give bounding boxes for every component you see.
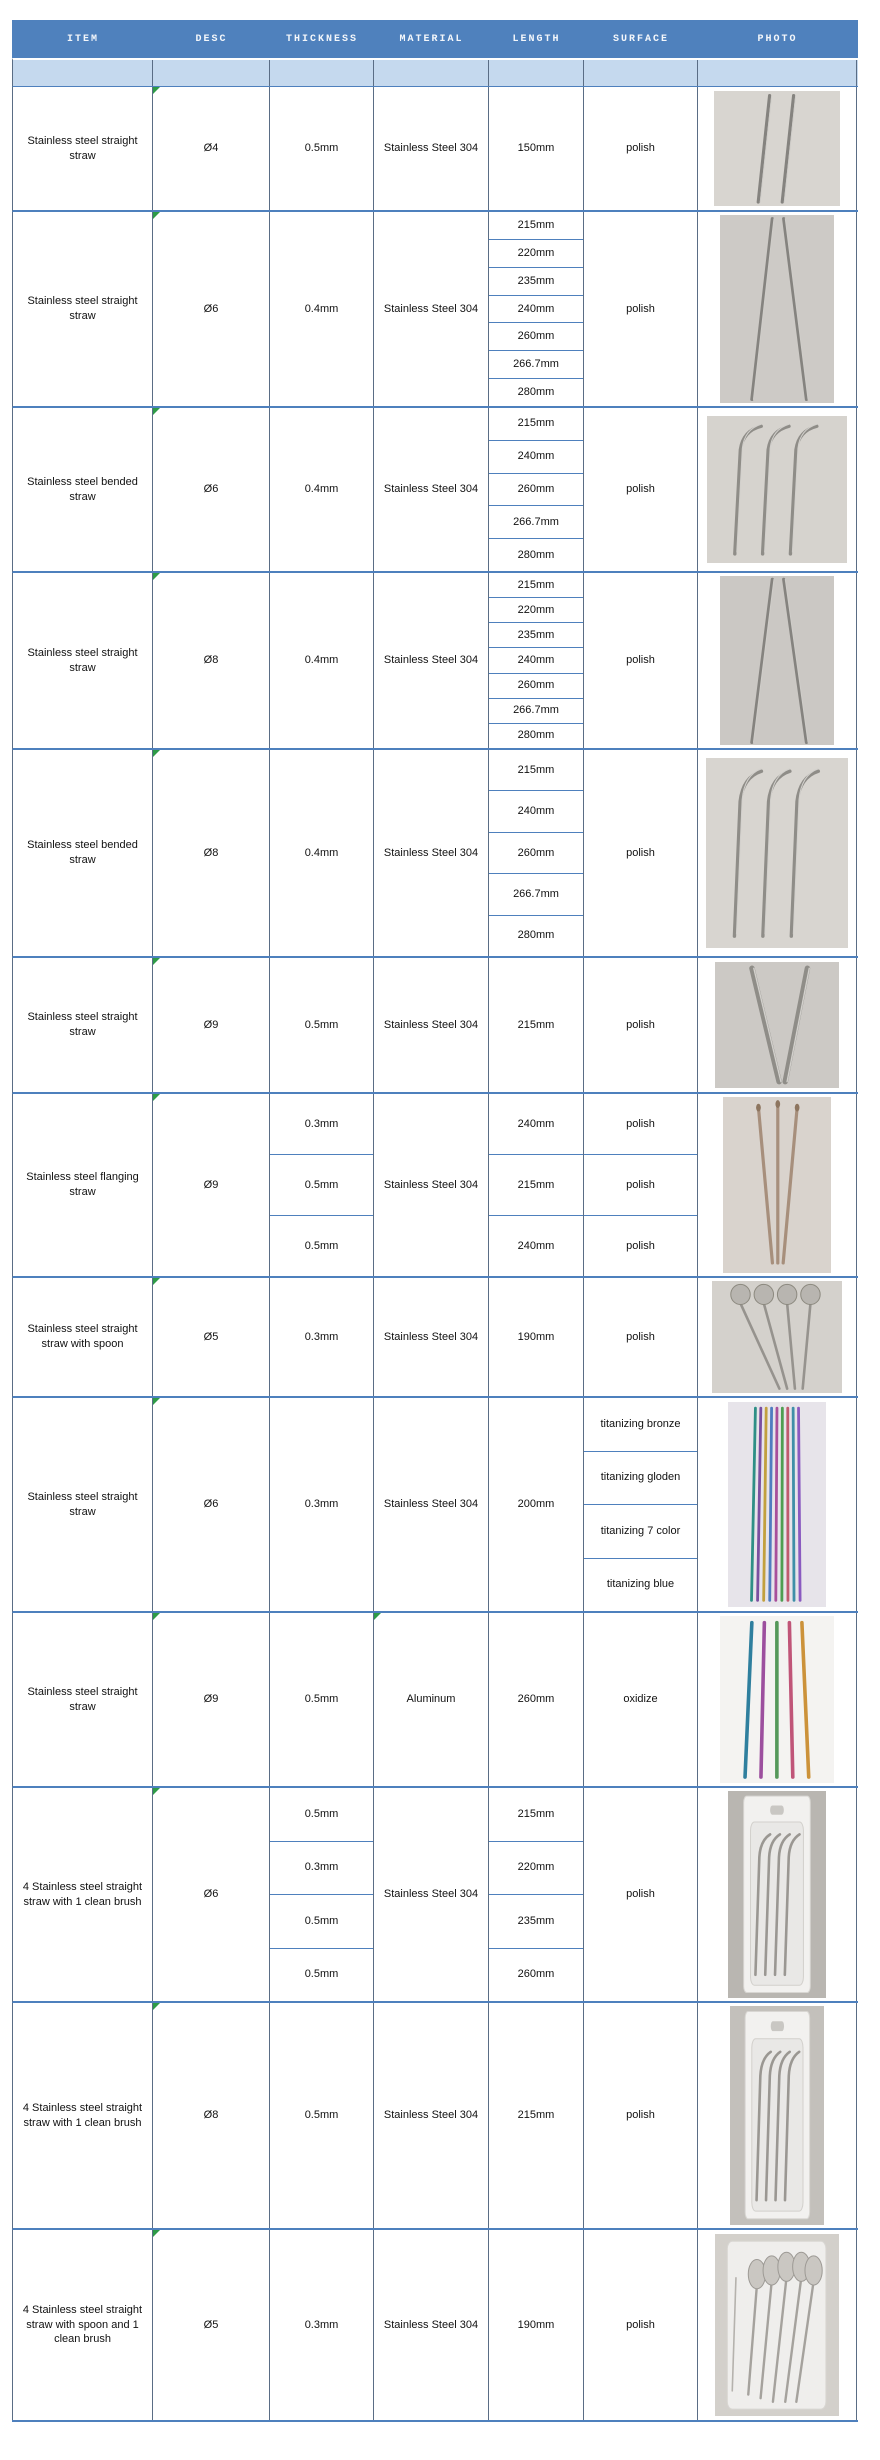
item-label: Stainless steel flanging straw <box>26 1171 139 1198</box>
photo-four-spoon-straws[interactable] <box>712 1281 842 1393</box>
photo-frame <box>698 573 856 748</box>
item-cell[interactable] <box>13 408 153 571</box>
length-cell[interactable] <box>489 2003 584 2228</box>
length-value[interactable]: 266.7mm <box>489 699 583 724</box>
length-value[interactable]: 215mm <box>517 2109 555 2122</box>
length-value[interactable]: 240mm <box>517 1239 555 1252</box>
thickness-cell[interactable] <box>270 408 374 571</box>
length-cell[interactable] <box>489 1788 584 2001</box>
item-label: Stainless steel straight straw <box>27 646 138 674</box>
column-header-desc[interactable]: DESC <box>195 33 228 45</box>
cell-error-flag-icon <box>153 1398 160 1405</box>
item-cell[interactable] <box>13 1278 153 1396</box>
length-cell[interactable] <box>489 1398 584 1611</box>
photo-cell[interactable] <box>698 1613 857 1786</box>
photo-frame <box>698 1788 856 2001</box>
table-row <box>12 1278 858 1398</box>
surface-value[interactable]: polish <box>626 2318 655 2331</box>
desc-cell[interactable] <box>153 958 270 1092</box>
length-cell[interactable] <box>489 958 584 1092</box>
cell-error-flag-icon <box>153 573 160 580</box>
thickness-value[interactable]: 0.5mm <box>304 1018 339 1031</box>
item-cell[interactable] <box>13 1788 153 2001</box>
desc-value: Ø9 <box>203 1178 219 1191</box>
length-value[interactable]: 280mm <box>517 929 555 942</box>
length-cell[interactable] <box>489 1613 584 1786</box>
photo-cell[interactable] <box>698 2003 857 2228</box>
length-value[interactable]: 266.7mm <box>489 874 583 915</box>
surface-value[interactable]: titanizing blue <box>606 1578 675 1591</box>
material-value: Stainless Steel 304 <box>383 302 479 315</box>
photo-cell[interactable] <box>698 408 857 571</box>
desc-value: Ø6 <box>203 483 219 496</box>
desc-cell[interactable] <box>153 1278 270 1396</box>
material-cell[interactable] <box>374 212 489 406</box>
photo-five-colored-aluminum-straws[interactable] <box>720 1616 834 1784</box>
photo-two-splayed-straight-straws[interactable] <box>720 576 834 746</box>
thickness-cell[interactable] <box>270 1094 374 1276</box>
length-value[interactable]: 200mm <box>517 1498 555 1511</box>
subheader-cell-material[interactable] <box>374 60 489 86</box>
table-row <box>12 1613 858 1788</box>
surface-value[interactable]: oxidize <box>623 1693 658 1706</box>
photo-cell[interactable] <box>698 2230 857 2420</box>
desc-value: Ø5 <box>203 1330 219 1343</box>
column-header-photo[interactable]: PHOTO <box>757 33 798 45</box>
desc-cell[interactable] <box>153 2003 270 2228</box>
surface-value[interactable]: polish <box>626 2109 655 2122</box>
surface-value[interactable]: polish <box>626 846 655 859</box>
surface-cell[interactable] <box>584 958 698 1092</box>
photo-rainbow-titanized-straws[interactable] <box>728 1402 826 1606</box>
thickness-cell[interactable] <box>270 1613 374 1786</box>
item-cell[interactable] <box>13 750 153 956</box>
length-value[interactable]: 190mm <box>517 2318 555 2331</box>
column-header-length[interactable]: LENGTH <box>512 33 561 45</box>
subheader-row <box>12 58 858 87</box>
length-cell[interactable] <box>489 408 584 571</box>
table-row <box>12 1398 858 1613</box>
surface-value[interactable]: polish <box>626 1018 655 1031</box>
surface-value[interactable]: polish <box>626 142 655 155</box>
photo-frame <box>698 212 856 406</box>
item-cell[interactable] <box>13 958 153 1092</box>
length-value[interactable]: 215mm <box>489 212 583 240</box>
thickness-cell[interactable] <box>270 87 374 210</box>
thickness-value[interactable]: 0.5mm <box>270 1788 373 1842</box>
photo-cell[interactable] <box>698 1788 857 2001</box>
desc-value: Ø8 <box>203 654 219 667</box>
photo-frame <box>698 750 856 956</box>
table-row <box>12 958 858 1094</box>
length-cell[interactable] <box>489 1278 584 1396</box>
table-row <box>12 1094 858 1278</box>
desc-value: Ø4 <box>203 142 219 155</box>
surface-cell[interactable] <box>584 87 698 210</box>
length-value[interactable]: 240mm <box>489 1094 583 1155</box>
cell-error-flag-icon <box>153 212 160 219</box>
cell-error-flag-icon <box>153 1278 160 1285</box>
thickness-value[interactable]: 0.3mm <box>304 1330 339 1343</box>
item-cell[interactable] <box>13 1613 153 1786</box>
length-value[interactable]: 220mm <box>489 598 583 623</box>
desc-value: Ø5 <box>203 2318 219 2331</box>
desc-value: Ø6 <box>203 1888 219 1901</box>
material-cell[interactable] <box>374 1788 489 2001</box>
length-value[interactable]: 260mm <box>489 474 583 507</box>
surface-value[interactable]: titanizing gloden <box>584 1452 697 1506</box>
item-label: 4 Stainless steel straight straw with spoon and 1 clean brush <box>22 2303 143 2346</box>
item-cell[interactable] <box>13 87 153 210</box>
length-value[interactable]: 215mm <box>489 750 583 791</box>
item-label: Stainless steel bended straw <box>27 475 138 503</box>
length-value[interactable]: 215mm <box>489 1155 583 1216</box>
surface-value[interactable]: polish <box>626 1330 655 1343</box>
length-value[interactable]: 235mm <box>489 1895 583 1949</box>
material-cell[interactable] <box>374 750 489 956</box>
item-label: Stainless steel straight straw with spoon <box>27 1323 138 1350</box>
subheader-cell-surface[interactable] <box>584 60 698 86</box>
photo-cell[interactable] <box>698 212 857 406</box>
cell-error-flag-icon <box>153 2230 160 2237</box>
subheader-cell-photo[interactable] <box>698 60 857 86</box>
table-row <box>12 87 858 212</box>
cell-error-flag-icon <box>374 1613 381 1620</box>
length-value[interactable]: 150mm <box>517 142 555 155</box>
length-value[interactable]: 215mm <box>489 1788 583 1842</box>
photo-three-bended-straws[interactable] <box>707 416 846 563</box>
length-value[interactable]: 240mm <box>489 441 583 474</box>
photo-blister-pack-spoon-straws[interactable] <box>715 2234 838 2416</box>
length-value[interactable]: 266.7mm <box>489 351 583 379</box>
item-cell[interactable] <box>13 1094 153 1276</box>
desc-cell[interactable] <box>153 1094 270 1276</box>
length-value[interactable]: 260mm <box>489 833 583 874</box>
photo-three-flanging-straws[interactable] <box>723 1097 830 1274</box>
desc-value: Ø9 <box>203 1693 219 1706</box>
length-value[interactable]: 240mm <box>489 296 583 324</box>
header-row <box>12 20 858 58</box>
photo-frame <box>698 87 856 210</box>
photo-blister-pack-bent-straws[interactable] <box>730 2006 825 2224</box>
desc-cell[interactable] <box>153 1398 270 1611</box>
length-value[interactable]: 190mm <box>517 1330 555 1343</box>
thickness-value[interactable]: 0.5mm <box>304 1239 339 1252</box>
surface-cell[interactable] <box>584 1278 698 1396</box>
thickness-cell[interactable] <box>270 2230 374 2420</box>
surface-cell[interactable] <box>584 573 698 748</box>
thickness-cell[interactable] <box>270 573 374 748</box>
material-value: Stainless Steel 304 <box>383 2109 479 2122</box>
column-header-material[interactable]: MATERIAL <box>399 33 464 45</box>
length-value[interactable]: 215mm <box>489 408 583 441</box>
table-row <box>12 2230 858 2420</box>
subheader-cell-desc[interactable] <box>153 60 270 86</box>
photo-cell[interactable] <box>698 750 857 956</box>
photo-cell[interactable] <box>698 1398 857 1611</box>
material-cell[interactable] <box>374 1278 489 1396</box>
item-cell[interactable] <box>13 212 153 406</box>
material-value: Stainless Steel 304 <box>383 654 479 667</box>
thickness-value[interactable]: 0.3mm <box>270 1842 373 1896</box>
surface-value[interactable]: polish <box>626 1888 655 1901</box>
photo-cell[interactable] <box>698 1094 857 1276</box>
thickness-value[interactable]: 0.4mm <box>304 483 339 496</box>
surface-cell[interactable] <box>584 1398 698 1611</box>
thickness-cell[interactable] <box>270 212 374 406</box>
thickness-cell[interactable] <box>270 958 374 1092</box>
photo-frame <box>698 408 856 571</box>
thickness-cell[interactable] <box>270 2003 374 2228</box>
item-label: Stainless steel straight straw <box>27 1011 138 1038</box>
length-value[interactable]: 280mm <box>517 386 555 399</box>
length-value[interactable]: 260mm <box>489 674 583 699</box>
item-cell[interactable] <box>13 1398 153 1611</box>
thickness-value[interactable]: 0.5mm <box>304 1693 339 1706</box>
cell-error-flag-icon <box>153 750 160 757</box>
photo-three-bended-straws[interactable] <box>706 758 848 948</box>
photo-frame <box>698 1094 856 1276</box>
photo-cell[interactable] <box>698 1278 857 1396</box>
thickness-value[interactable]: 0.4mm <box>304 302 339 315</box>
item-label: Stainless steel straight straw <box>27 1685 138 1713</box>
desc-value: Ø9 <box>203 1018 219 1031</box>
material-cell[interactable] <box>374 1398 489 1611</box>
cell-error-flag-icon <box>153 408 160 415</box>
surface-cell[interactable] <box>584 1788 698 2001</box>
table-body <box>12 87 858 2420</box>
length-value[interactable]: 280mm <box>517 729 555 742</box>
length-value[interactable]: 260mm <box>517 1693 555 1706</box>
desc-value: Ø8 <box>203 846 219 859</box>
length-cell[interactable] <box>489 2230 584 2420</box>
surface-cell[interactable] <box>584 1094 698 1276</box>
photo-frame <box>698 1613 856 1786</box>
length-value[interactable]: 266.7mm <box>489 506 583 539</box>
surface-cell[interactable] <box>584 750 698 956</box>
length-value[interactable]: 260mm <box>517 1968 555 1981</box>
material-value: Stainless Steel 304 <box>383 483 479 496</box>
photo-frame <box>698 958 856 1092</box>
material-value: Stainless Steel 304 <box>383 1330 479 1343</box>
desc-value: Ø6 <box>203 302 219 315</box>
material-value: Stainless Steel 304 <box>383 142 479 155</box>
surface-cell[interactable] <box>584 408 698 571</box>
item-cell[interactable] <box>13 573 153 748</box>
photo-frame <box>698 1278 856 1396</box>
thickness-value[interactable]: 0.4mm <box>304 654 339 667</box>
surface-value[interactable]: titanizing 7 color <box>584 1505 697 1559</box>
thickness-value[interactable]: 0.3mm <box>270 1094 373 1155</box>
surface-value[interactable]: polish <box>584 1094 697 1155</box>
thickness-value[interactable]: 0.4mm <box>304 846 339 859</box>
material-value: Aluminum <box>406 1693 456 1706</box>
table-row <box>12 1788 858 2003</box>
material-cell[interactable] <box>374 2003 489 2228</box>
item-cell[interactable] <box>13 2003 153 2228</box>
item-cell[interactable] <box>13 2230 153 2420</box>
material-cell[interactable] <box>374 1094 489 1276</box>
length-value[interactable]: 220mm <box>489 240 583 268</box>
photo-two-parallel-straight-straws[interactable] <box>714 91 840 207</box>
thickness-value[interactable]: 0.5mm <box>304 1968 339 1981</box>
subheader-cell-item[interactable] <box>13 60 153 86</box>
table-row <box>12 408 858 573</box>
length-cell[interactable] <box>489 87 584 210</box>
item-label: Stainless steel bended straw <box>27 839 138 866</box>
desc-cell[interactable] <box>153 408 270 571</box>
length-value[interactable]: 280mm <box>517 548 555 561</box>
photo-cell[interactable] <box>698 958 857 1092</box>
material-cell[interactable] <box>374 1613 489 1786</box>
material-cell[interactable] <box>374 2230 489 2420</box>
subheader-cell-thickness[interactable] <box>270 60 374 86</box>
material-value: Stainless Steel 304 <box>383 1888 479 1901</box>
surface-cell[interactable] <box>584 212 698 406</box>
length-cell[interactable] <box>489 1094 584 1276</box>
surface-cell[interactable] <box>584 2003 698 2228</box>
column-header-item[interactable]: ITEM <box>66 33 99 45</box>
material-value: Stainless Steel 304 <box>383 1498 479 1511</box>
thickness-cell[interactable] <box>270 750 374 956</box>
thickness-cell[interactable] <box>270 1398 374 1611</box>
desc-cell[interactable] <box>153 1613 270 1786</box>
desc-cell[interactable] <box>153 87 270 210</box>
thickness-value[interactable]: 0.5mm <box>304 142 339 155</box>
photo-blister-pack-bent-straws[interactable] <box>728 1791 826 1998</box>
product-spec-sheet <box>12 20 858 2422</box>
photo-frame <box>698 2230 856 2420</box>
photo-frame <box>698 1398 856 1611</box>
cell-error-flag-icon <box>153 958 160 965</box>
photo-cell[interactable] <box>698 87 857 210</box>
material-cell[interactable] <box>374 408 489 571</box>
cell-error-flag-icon <box>153 1613 160 1620</box>
thickness-cell[interactable] <box>270 1278 374 1396</box>
table-row <box>12 750 858 958</box>
desc-value: Ø6 <box>203 1498 219 1511</box>
photo-two-thick-straws-v[interactable] <box>715 962 838 1088</box>
desc-value: Ø8 <box>203 2109 219 2122</box>
surface-value[interactable]: polish <box>626 483 655 496</box>
length-cell[interactable] <box>489 573 584 748</box>
thickness-value[interactable]: 0.3mm <box>304 1498 339 1511</box>
photo-cell[interactable] <box>698 573 857 748</box>
thickness-value[interactable]: 0.3mm <box>304 2318 339 2331</box>
material-value: Stainless Steel 304 <box>383 1018 479 1031</box>
length-value[interactable]: 235mm <box>489 623 583 648</box>
length-cell[interactable] <box>489 750 584 956</box>
length-value[interactable]: 220mm <box>489 1842 583 1896</box>
thickness-value[interactable]: 0.5mm <box>304 2109 339 2122</box>
length-cell[interactable] <box>489 212 584 406</box>
cell-error-flag-icon <box>153 2003 160 2010</box>
cell-error-flag-icon <box>153 87 160 94</box>
cell-error-flag-icon <box>153 1094 160 1101</box>
surface-value[interactable]: polish <box>626 654 655 667</box>
surface-value[interactable]: polish <box>626 1239 655 1252</box>
length-value[interactable]: 215mm <box>489 573 583 598</box>
length-value[interactable]: 260mm <box>489 323 583 351</box>
photo-two-splayed-straight-straws[interactable] <box>720 215 834 403</box>
desc-cell[interactable] <box>153 212 270 406</box>
surface-cell[interactable] <box>584 2230 698 2420</box>
material-cell[interactable] <box>374 573 489 748</box>
surface-value[interactable]: titanizing bronze <box>584 1398 697 1452</box>
cell-error-flag-icon <box>153 1788 160 1795</box>
material-cell[interactable] <box>374 958 489 1092</box>
length-value[interactable]: 240mm <box>489 648 583 673</box>
length-value[interactable]: 215mm <box>517 1018 555 1031</box>
item-label: 4 Stainless steel straight straw with 1 clean brush <box>22 2101 143 2129</box>
material-value: Stainless Steel 304 <box>383 1178 479 1191</box>
material-value: Stainless Steel 304 <box>383 2318 479 2331</box>
table-row <box>12 573 858 750</box>
table-row <box>12 2003 858 2230</box>
thickness-cell[interactable] <box>270 1788 374 2001</box>
thickness-value[interactable]: 0.5mm <box>270 1895 373 1949</box>
table-row <box>12 212 858 408</box>
surface-value[interactable]: polish <box>626 302 655 315</box>
photo-frame <box>698 2003 856 2228</box>
material-cell[interactable] <box>374 87 489 210</box>
item-label: Stainless steel straight straw <box>27 1490 138 1518</box>
material-value: Stainless Steel 304 <box>383 846 479 859</box>
surface-value[interactable]: polish <box>584 1155 697 1216</box>
column-header-thickness[interactable]: THICKNESS <box>285 33 358 45</box>
item-label: 4 Stainless steel straight straw with 1 clean brush <box>22 1880 143 1908</box>
desc-cell[interactable] <box>153 1788 270 2001</box>
desc-cell[interactable] <box>153 2230 270 2420</box>
item-label: Stainless steel straight straw <box>27 295 138 322</box>
item-label: Stainless steel straight straw <box>27 134 138 162</box>
desc-cell[interactable] <box>153 573 270 748</box>
subheader-cell-length[interactable] <box>489 60 584 86</box>
surface-cell[interactable] <box>584 1613 698 1786</box>
length-value[interactable]: 240mm <box>489 791 583 832</box>
thickness-value[interactable]: 0.5mm <box>270 1155 373 1216</box>
desc-cell[interactable] <box>153 750 270 956</box>
length-value[interactable]: 235mm <box>489 268 583 296</box>
column-header-surface[interactable]: SURFACE <box>612 33 669 45</box>
